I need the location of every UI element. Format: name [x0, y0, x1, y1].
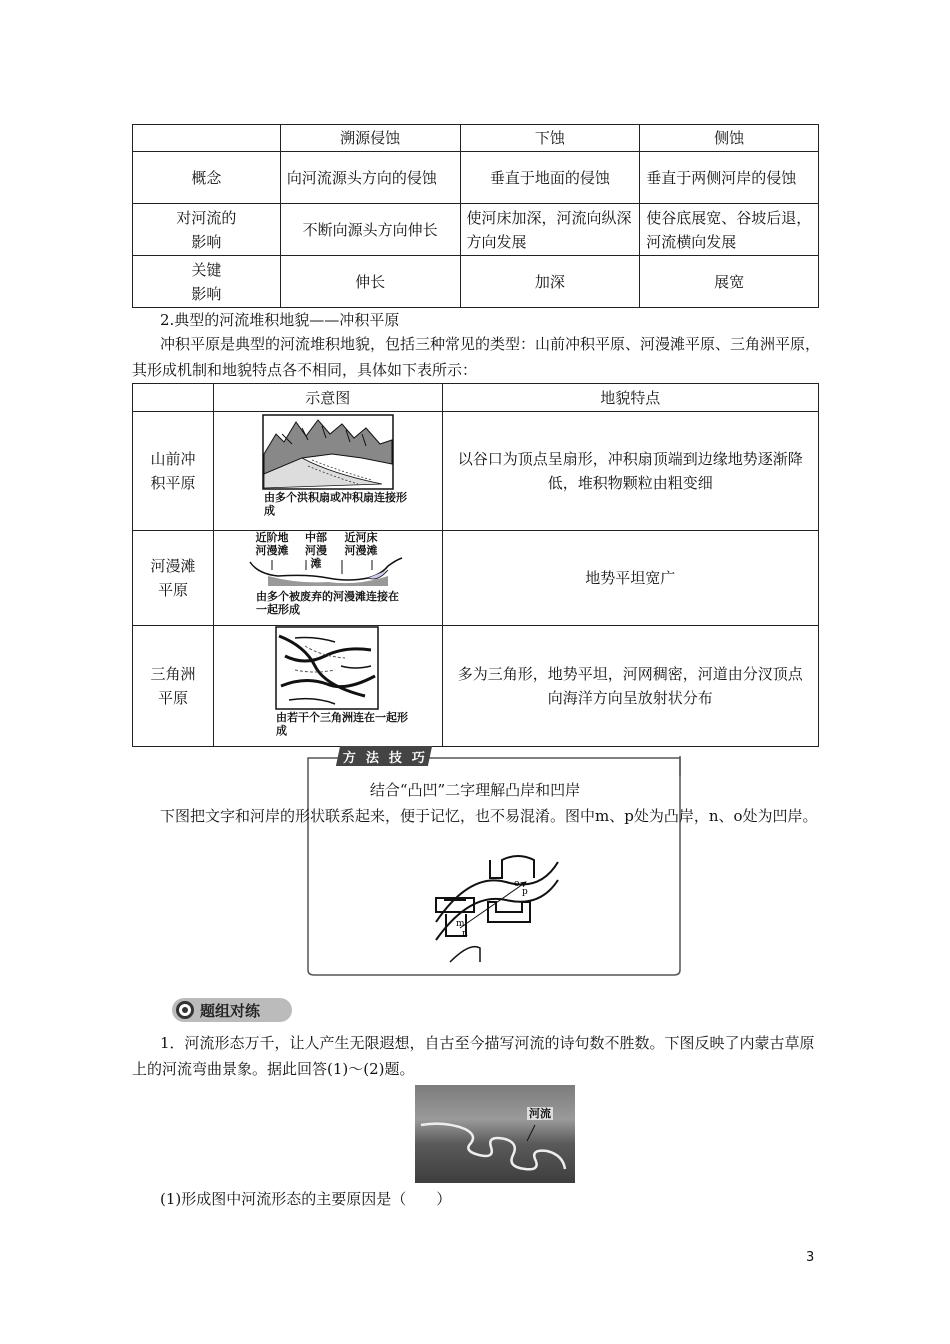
row-label — [133, 531, 214, 626]
table-header: 下蚀 — [460, 125, 640, 152]
point-n: n — [462, 929, 468, 939]
question-1: 1．河流形态万千，让人产生无限遐想，自古至今描写河流的诗句数不胜数。下图反映了内蒙古草原上的河流弯曲景象。据此回答(1)～(2)题。 — [132, 1034, 815, 1078]
row-label-text: 山前冲积平原 — [150, 450, 196, 492]
table-cell: 伸长 — [280, 256, 460, 308]
point-o: o — [514, 879, 520, 889]
badge-char: 巧 — [411, 750, 425, 766]
meander-river — [415, 1085, 575, 1183]
table-cell: 展宽 — [640, 256, 819, 308]
table-header: 溯源侵蚀 — [280, 125, 460, 152]
row-label-text: 对河流的影响 — [176, 208, 237, 251]
row-label — [133, 412, 214, 531]
question-1-1: (1)形成图中河流形态的主要原因是（ ） — [160, 1190, 452, 1208]
row-label-text: 三角洲平原 — [150, 665, 196, 707]
practice-badge-label: 题组对练 — [200, 1001, 261, 1020]
practice-badge — [172, 998, 292, 1022]
floodplain-diagram — [248, 556, 404, 588]
diagram-caption: 由多个被废弃的河漫滩连接在一起形成 — [256, 590, 399, 616]
row-label-text: 河漫滩平原 — [150, 557, 196, 599]
table-header: 侧蚀 — [640, 125, 819, 152]
point-p: p — [522, 887, 528, 897]
target-icon — [176, 1001, 194, 1019]
table-header — [133, 384, 214, 412]
erosion-table — [132, 124, 819, 308]
page-number: 3 — [806, 1250, 815, 1265]
feature-cell: 以谷口为顶点呈扇形，冲积扇顶端到边缘地势逐渐降低，堆积物颗粒由粗变细 — [442, 412, 818, 531]
method-title: 结合“凸凹”二字理解凸岸和凹岸 — [369, 781, 581, 799]
row-label — [133, 256, 281, 308]
table-header: 示意图 — [213, 384, 442, 412]
table-cell: 不断向源头方向伸长 — [280, 204, 460, 256]
diagram-label: 近河床河漫滩 — [344, 531, 378, 557]
diagram-caption: 由多个洪积扇或冲积扇连接形成 — [264, 491, 407, 517]
table-cell: 使河床加深，河流向纵深方向发展 — [460, 204, 640, 256]
point-m: m — [456, 919, 465, 929]
convex-concave-diagram — [430, 852, 564, 964]
table-cell: 加深 — [460, 256, 640, 308]
badge-char: 法 — [365, 750, 379, 766]
plain-table — [132, 383, 819, 747]
row-label: 概念 — [133, 152, 281, 204]
table-cell: 使谷底展宽、谷坡后退，河流横向发展 — [640, 204, 819, 256]
diagram-caption: 由若干个三角洲连在一起形成 — [276, 711, 408, 737]
feature-cell: 地势平坦宽广 — [442, 531, 818, 626]
river-photo — [415, 1085, 575, 1183]
method-badge — [336, 746, 432, 766]
alluvial-fan-diagram — [262, 414, 394, 490]
delta-diagram — [275, 626, 379, 710]
row-label — [133, 204, 281, 256]
diagram-label: 中部河漫滩 — [305, 531, 327, 570]
badge-char: 方 — [342, 750, 356, 766]
photo-label: 河流 — [529, 1107, 551, 1120]
badge-char: 技 — [388, 750, 402, 766]
table-cell: 垂直于地面的侵蚀 — [460, 152, 640, 204]
table-header: 地貌特点 — [442, 384, 818, 412]
section-intro: 冲积平原是典型的河流堆积地貌，包括三种常见的类型：山前冲积平原、河漫滩平原、三角洲平原，其形成机制和地貌特点各不相同，具体如下表所示： — [132, 335, 821, 379]
table-cell: 垂直于两侧河岸的侵蚀 — [640, 152, 819, 204]
feature-cell: 多为三角形，地势平坦，河网稠密，河道由分汊顶点向海洋方向呈放射状分布 — [442, 626, 818, 747]
table-header — [133, 125, 281, 152]
row-label-text: 关键影响 — [191, 260, 222, 303]
section-title: 2.典型的河流堆积地貌——冲积平原 — [160, 311, 400, 329]
row-label — [133, 626, 214, 747]
diagram-label: 近阶地河漫滩 — [255, 531, 289, 557]
method-text: 下图把文字和河岸的形状联系起来，便于记忆，也不易混淆。图中m、p处为凸岸，n、o处为凹岸。 — [160, 807, 818, 825]
table-cell: 向河流源头方向的侵蚀 — [280, 152, 460, 204]
